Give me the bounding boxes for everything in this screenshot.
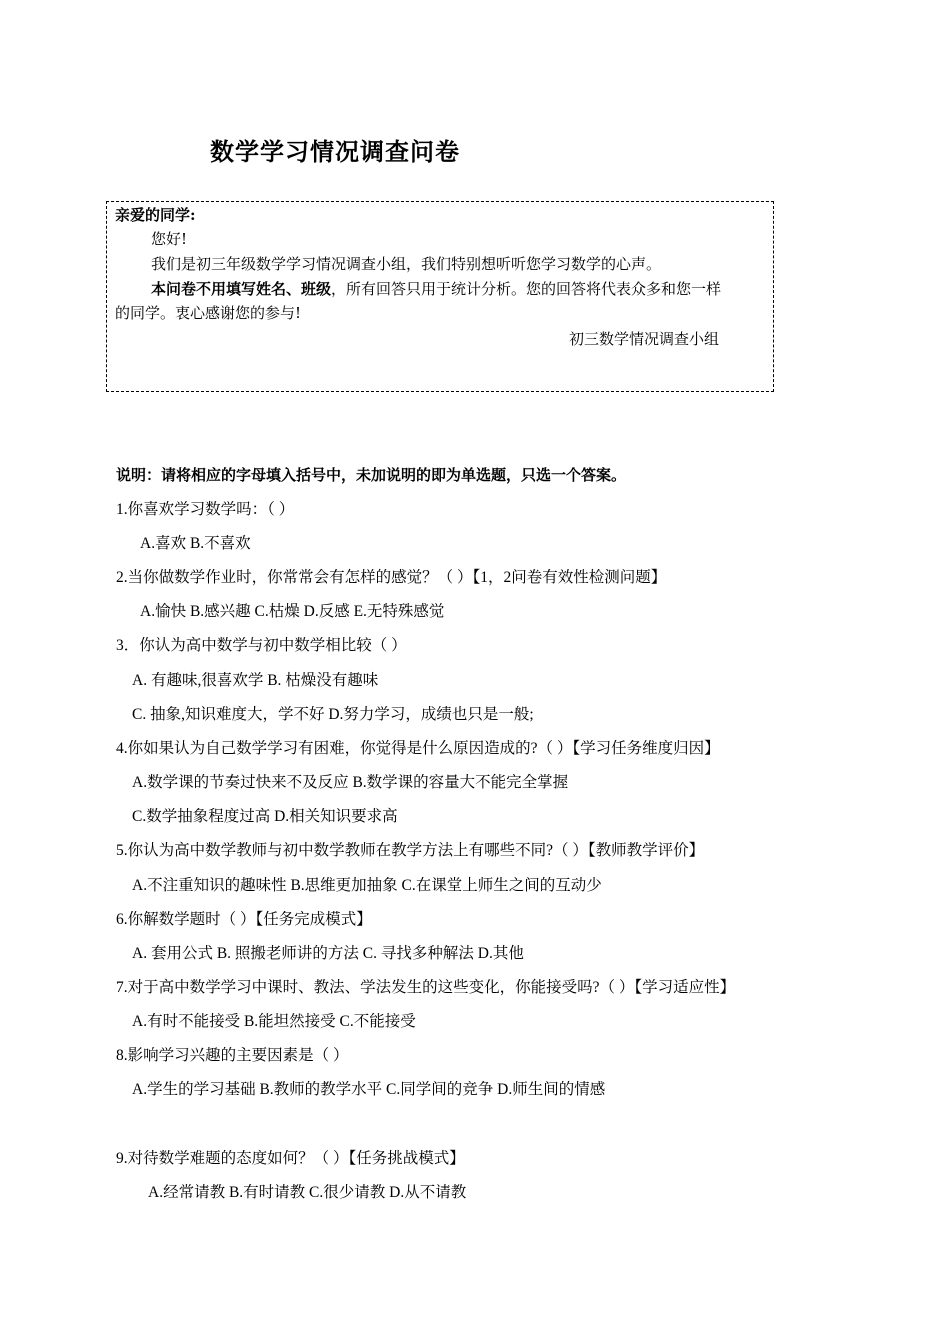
question-5: 5.你认为高中数学教师与初中数学教师在教学方法上有哪些不同?（ ）【教师教学评价】 [116,842,705,859]
question-6-options: A. 套用公式 B. 照搬老师讲的方法 C. 寻找多种解法 D.其他 [132,945,524,962]
intro-line-1: 我们是初三年级数学学习情况调查小组，我们特别想听听您学习数学的心声。 [151,255,662,273]
intro-line-3: 的同学。衷心感谢您的参与! [115,304,302,322]
instruction: 说明：请将相应的字母填入括号中，未加说明的即为单选题，只选一个答案。 [116,466,627,484]
intro-greeting: 亲爱的同学: [115,206,196,224]
question-4-options-1: A.数学课的节奏过快来不及反应 B.数学课的容量大不能完全掌握 [132,774,569,791]
intro-hello: 您好! [151,230,188,248]
question-3: 3．你认为高中数学与初中数学相比较（ ） [116,637,407,654]
question-7: 7.对于高中数学学习中课时、教法、学法发生的这些变化，你能接受吗?（ ）【学习适应性】 [116,979,736,996]
question-2: 2.当你做数学作业时，你常常会有怎样的感觉？（ ）【1，2问卷有效性检测问题】 [116,569,667,586]
question-8-options: A.学生的学习基础 B.教师的教学水平 C.同学间的竞争 D.师生间的情感 [132,1081,606,1098]
intro-line-2 [151,278,721,299]
intro-signature: 初三数学情况调查小组 [569,330,720,348]
question-1-options: A.喜欢 B.不喜欢 [140,535,251,552]
intro-box [106,201,774,392]
intro-line-2-bold: 本问卷不用填写姓名、班级 [151,280,332,298]
question-7-options: A.有时不能接受 B.能坦然接受 C.不能接受 [132,1013,416,1030]
question-2-options: A.愉快 B.感兴趣 C.枯燥 D.反感 E.无特殊感觉 [140,603,445,620]
intro-line-2-rest: ，所有回答只用于统计分析。您的回答将代表众多和您一样 [331,280,722,298]
question-4-options-2: C.数学抽象程度过高 D.相关知识要求高 [132,808,398,825]
question-1: 1.你喜欢学习数学吗：（ ） [116,501,295,518]
question-4: 4.你如果认为自己数学学习有困难，你觉得是什么原因造成的?（ ）【学习任务维度归因】 [116,740,720,757]
question-8: 8.影响学习兴趣的主要因素是（ ） [116,1047,349,1064]
question-6: 6.你解数学题时（ ）【任务完成模式】 [116,911,372,928]
question-5-options: A.不注重知识的趣味性 B.思维更加抽象 C.在课堂上师生之间的互动少 [132,877,602,894]
question-3-options-2: C. 抽象,知识难度大，学不好 D.努力学习，成绩也只是一般; [132,706,534,723]
question-3-options-1: A. 有趣味,很喜欢学 B. 枯燥没有趣味 [132,672,379,689]
page-title: 数学学习情况调查问卷 [210,137,460,166]
question-9: 9.对待数学难题的态度如何？（ ）【任务挑战模式】 [116,1150,465,1167]
question-9-options: A.经常请教 B.有时请教 C.很少请教 D.从不请教 [148,1184,467,1201]
